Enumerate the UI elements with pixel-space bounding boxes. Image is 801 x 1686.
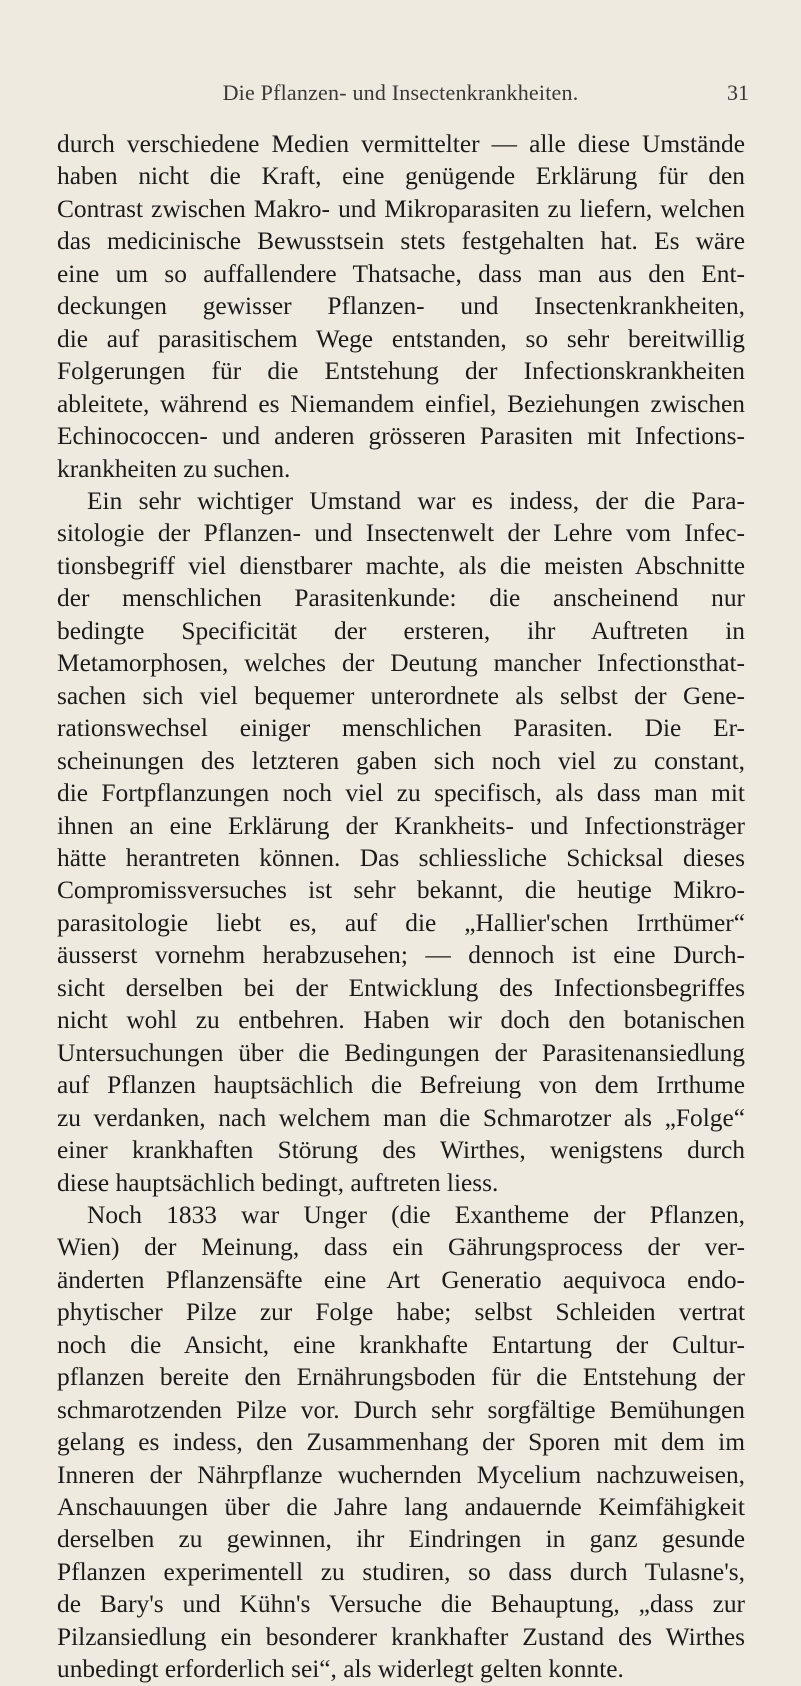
running-title: Die Pflanzen- und Insectenkrankheiten.	[222, 80, 579, 105]
text-line: krankheiten zu suchen.	[57, 454, 291, 483]
text-line: hätte herantreten können. Das schliessliche Schicksal dieses	[57, 843, 745, 872]
text-line: haben nicht die Kraft, eine genügende Erklärung für den	[57, 162, 745, 191]
text-line: Metamorphosen, welches der Deutung mancher Infectionsthat-	[57, 649, 745, 678]
text-line: der menschlichen Parasitenkunde: die anscheinend nur	[57, 584, 745, 613]
text-line: pflanzen bereite den Ernährungsboden für die Entstehung der	[57, 1363, 745, 1392]
text-line: de Bary's und Kühn's Versuche die Behauptung, „dass zur	[57, 1590, 745, 1619]
text-line: Wien) der Meinung, dass ein Gährungsprocess der ver-	[57, 1233, 745, 1262]
text-line: nicht wohl zu entbehren. Haben wir doch den botanischen	[57, 1006, 745, 1035]
text-line: Compromissversuches ist sehr bekannt, die heutige Mikro-	[57, 876, 745, 905]
text-line: durch verschiedene Medien vermittelter — alle diese Umstände	[57, 130, 745, 158]
text-line: die Fortpflanzungen noch viel zu specifisch, als dass man mit	[57, 779, 745, 808]
text-line: ihnen an eine Erklärung der Krankheits- und Infectionsträger	[57, 811, 745, 840]
text-line: Inneren der Nährpflanze wuchernden Mycelium nachzuweisen,	[57, 1460, 745, 1489]
text-line: Ein sehr wichtiger Umstand war es indess, der die Para-	[87, 486, 745, 515]
text-line: phytischer Pilze zur Folge habe; selbst Schleiden vertrat	[57, 1298, 745, 1327]
text-line: noch die Ansicht, eine krankhafte Entartung der Cultur-	[57, 1330, 745, 1359]
text-line: rationswechsel einiger menschlichen Parasiten. Die Er-	[57, 714, 745, 743]
text-line: einer krankhaften Störung des Wirthes, wenigstens durch	[57, 1136, 745, 1165]
text-line: änderten Pflanzensäfte eine Art Generatio aequivoca endo-	[57, 1265, 745, 1294]
text-line: bedingte Specificität der ersteren, ihr Auftreten in	[57, 616, 745, 645]
text-line: auf Pflanzen hauptsächlich die Befreiung von dem Irrthume	[57, 1071, 745, 1100]
text-line: tionsbegriff viel dienstbarer machte, als die meisten Abschnitte	[57, 551, 745, 580]
text-line: ableitete, während es Niemandem einfiel, Beziehungen zwischen	[57, 389, 745, 418]
running-head	[0, 80, 801, 112]
text-line: sitologie der Pflanzen- und Insectenwelt der Lehre vom Infec-	[57, 519, 745, 548]
text-line: Contrast zwischen Makro- und Mikroparasiten zu liefern, welchen	[57, 194, 745, 223]
text-line: zu verdanken, nach welchem man die Schmarotzer als „Folge“	[57, 1103, 745, 1132]
text-line: eine um so auffallendere Thatsache, dass man aus den Ent-	[57, 259, 745, 288]
text-line: gelang es indess, den Zusammenhang der Sporen mit dem im	[57, 1428, 745, 1457]
text-line: derselben zu gewinnen, ihr Eindringen in ganz gesunde	[57, 1525, 745, 1554]
text-line: diese hauptsächlich bedingt, auftreten liess.	[57, 1168, 499, 1197]
text-line: Pflanzen experimentell zu studiren, so dass durch Tulasne's,	[57, 1557, 745, 1586]
text-line: Echinococcen- und anderen grösseren Parasiten mit Infections-	[57, 422, 745, 451]
text-line: sachen sich viel bequemer unterordnete als selbst der Gene-	[57, 681, 745, 710]
text-line: parasitologie liebt es, auf die „Hallier'schen Irrthümer“	[57, 908, 745, 937]
text-line: die auf parasitischem Wege entstanden, so sehr bereitwillig	[57, 324, 745, 353]
text-line: Untersuchungen über die Bedingungen der Parasitenansiedlung	[57, 1038, 745, 1067]
text-line: Anschauungen über die Jahre lang andauernde Keimfähigkeit	[57, 1493, 745, 1522]
page-number: 31	[727, 80, 749, 105]
text-line: Pilzansiedlung ein besonderer krankhafter Zustand des Wirthes	[57, 1622, 745, 1651]
text-line: Noch 1833 war Unger (die Exantheme der Pflanzen,	[87, 1200, 745, 1229]
text-line: deckungen gewisser Pflanzen- und Insectenkrankheiten,	[57, 292, 745, 321]
text-line: scheinungen des letzteren gaben sich noch viel zu constant,	[57, 746, 745, 775]
text-line: sicht derselben bei der Entwicklung des Infectionsbegriffes	[57, 973, 745, 1002]
body-text	[57, 128, 745, 1686]
text-line: äusserst vornehm herabzusehen; — dennoch ist eine Durch-	[57, 941, 745, 970]
text-line: Folgerungen für die Entstehung der Infectionskrankheiten	[57, 357, 745, 386]
text-line: schmarotzenden Pilze vor. Durch sehr sorgfältige Bemühungen	[57, 1395, 745, 1424]
text-line: das medicinische Bewusstsein stets festgehalten hat. Es wäre	[57, 227, 745, 256]
text-line: unbedingt erforderlich sei“, als widerlegt gelten konnte.	[57, 1655, 624, 1684]
